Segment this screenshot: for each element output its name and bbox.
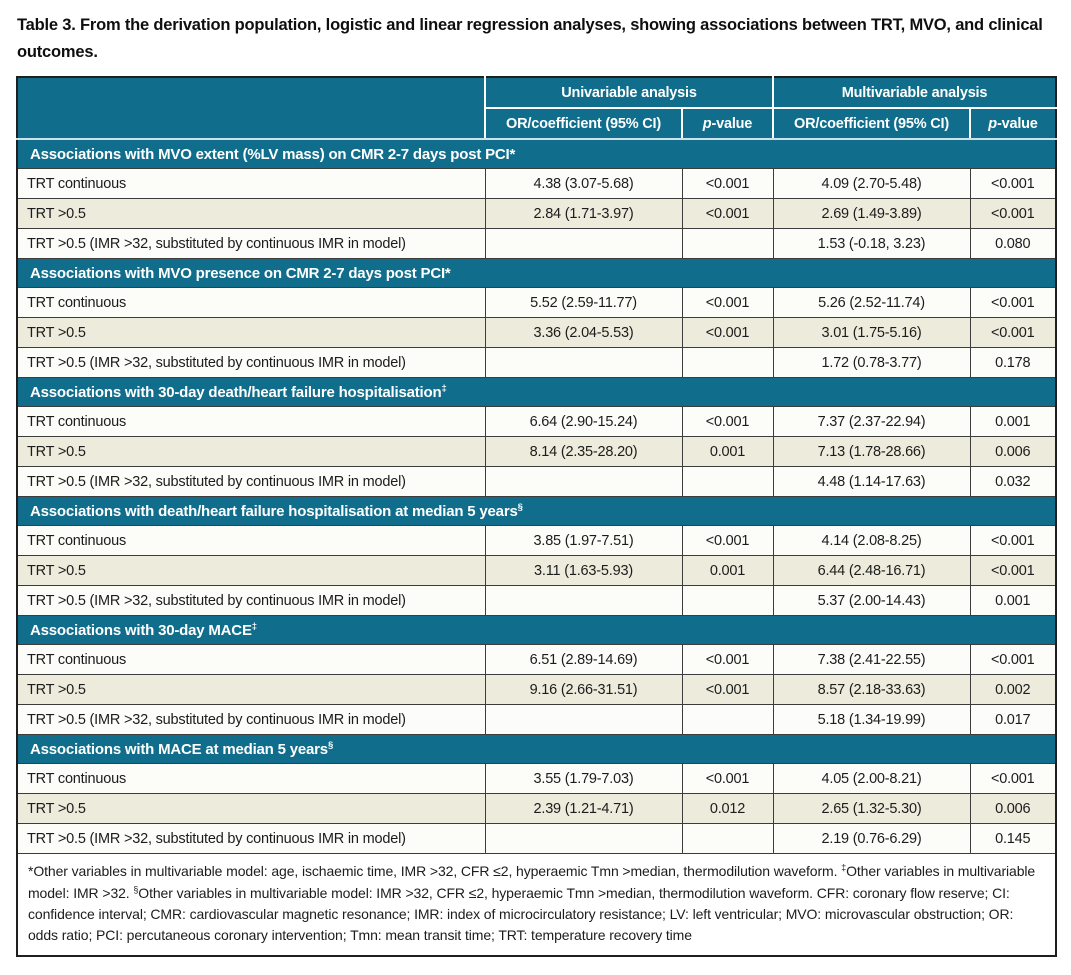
section-header-superscript: ‡ — [251, 620, 257, 632]
table-row — [17, 199, 1056, 229]
value-cell: <0.001 — [970, 199, 1056, 229]
section-header-label: Associations with death/heart failure hospitalisation at median 5 years — [30, 502, 518, 520]
section-header-row — [17, 259, 1056, 288]
value-cell: 0.002 — [970, 675, 1056, 705]
footnote — [17, 854, 1056, 956]
table-row — [17, 675, 1056, 705]
table-row — [17, 407, 1056, 437]
value-cell: 4.05 (2.00-8.21) — [773, 764, 970, 794]
value-cell: <0.001 — [682, 764, 773, 794]
value-cell: 4.38 (3.07-5.68) — [485, 169, 682, 199]
value-cell — [682, 705, 773, 735]
value-cell — [485, 824, 682, 854]
value-cell: <0.001 — [682, 675, 773, 705]
value-cell: 0.006 — [970, 794, 1056, 824]
table-row — [17, 764, 1056, 794]
value-cell: <0.001 — [970, 764, 1056, 794]
section-header-row — [17, 139, 1056, 169]
value-cell — [485, 348, 682, 378]
value-cell: 5.37 (2.00-14.43) — [773, 586, 970, 616]
table-row — [17, 229, 1056, 259]
table-row — [17, 318, 1056, 348]
value-cell — [682, 348, 773, 378]
section-header-row — [17, 616, 1056, 645]
value-cell: 0.032 — [970, 467, 1056, 497]
value-cell: 0.001 — [970, 407, 1056, 437]
value-cell — [682, 824, 773, 854]
section-header-label: Associations with 30-day death/heart failure hospitalisation — [30, 383, 442, 401]
row-label: TRT >0.5 (IMR >32, substituted by continuous IMR in model) — [17, 705, 485, 735]
section-header-row — [17, 497, 1056, 526]
col-header-pvalue-univariable — [682, 108, 773, 139]
footnote-text: Other variables in multivariable model: IMR >32. — [28, 863, 1036, 901]
value-cell: 1.72 (0.78-3.77) — [773, 348, 970, 378]
value-cell: 2.65 (1.32-5.30) — [773, 794, 970, 824]
value-cell: <0.001 — [682, 288, 773, 318]
group-header-row — [17, 77, 1056, 108]
value-cell: 2.84 (1.71-3.97) — [485, 199, 682, 229]
value-cell: 0.080 — [970, 229, 1056, 259]
value-cell: 0.178 — [970, 348, 1056, 378]
p-italic: p — [702, 115, 712, 132]
value-cell: 8.57 (2.18-33.63) — [773, 675, 970, 705]
value-cell: 3.36 (2.04-5.53) — [485, 318, 682, 348]
value-cell: <0.001 — [682, 645, 773, 675]
value-cell: 4.48 (1.14-17.63) — [773, 467, 970, 497]
table-row — [17, 705, 1056, 735]
value-cell: 5.18 (1.34-19.99) — [773, 705, 970, 735]
value-cell — [682, 586, 773, 616]
table-row — [17, 794, 1056, 824]
p-rest: -value — [711, 115, 753, 132]
value-cell — [485, 705, 682, 735]
value-cell: 6.64 (2.90-15.24) — [485, 407, 682, 437]
table-row — [17, 586, 1056, 616]
section-header-label: Associations with MVO presence on CMR 2-7 days post PCI* — [30, 264, 451, 282]
row-label: TRT >0.5 — [17, 556, 485, 586]
value-cell: 3.85 (1.97-7.51) — [485, 526, 682, 556]
footnote-text: Other variables in multivariable model: IMR >32, CFR ≤2, hyperaemic Tmn >median, thermodilution waveform. CFR: coronary flow reserve; CI: confidence interval; CMR: cardiovascular magnetic resonance; IMR: index of microcirculatory resistance; LV: left ventricular; MVO: microvascular obstruction; OR: odds ratio; PCI: percutaneous coronary intervention; Tmn: mean transit time; TRT: temperature recovery time — [28, 884, 1014, 944]
value-cell: 0.017 — [970, 705, 1056, 735]
value-cell: 2.19 (0.76-6.29) — [773, 824, 970, 854]
row-label: TRT continuous — [17, 764, 485, 794]
section-header-label: Associations with MVO extent (%LV mass) on CMR 2-7 days post PCI* — [30, 145, 516, 163]
value-cell: 0.006 — [970, 437, 1056, 467]
table-row — [17, 556, 1056, 586]
row-label: TRT >0.5 (IMR >32, substituted by continuous IMR in model) — [17, 348, 485, 378]
value-cell: <0.001 — [682, 407, 773, 437]
value-cell — [485, 467, 682, 497]
value-cell: 4.14 (2.08-8.25) — [773, 526, 970, 556]
value-cell: 6.51 (2.89-14.69) — [485, 645, 682, 675]
value-cell: 0.001 — [682, 437, 773, 467]
value-cell: 2.39 (1.21-4.71) — [485, 794, 682, 824]
value-cell: <0.001 — [682, 526, 773, 556]
row-label: TRT >0.5 — [17, 199, 485, 229]
row-label: TRT >0.5 — [17, 675, 485, 705]
row-label: TRT continuous — [17, 407, 485, 437]
section-header — [17, 259, 1056, 288]
value-cell: 3.01 (1.75-5.16) — [773, 318, 970, 348]
regression-table — [16, 76, 1057, 956]
row-label: TRT continuous — [17, 169, 485, 199]
value-cell: 0.012 — [682, 794, 773, 824]
p-italic: p — [988, 115, 997, 132]
footnote-superscript: ‡ — [841, 862, 847, 873]
section-header — [17, 139, 1056, 169]
value-cell: <0.001 — [970, 645, 1056, 675]
col-header-pvalue-multivariable — [970, 108, 1056, 139]
table-title: Table 3. From the derivation population, logistic and linear regression analyses, showing associations between TRT, MVO, and clinical outcomes. — [17, 16, 1043, 62]
value-cell: 0.001 — [682, 556, 773, 586]
section-header-superscript: § — [517, 501, 523, 513]
table-row — [17, 288, 1056, 318]
row-label: TRT >0.5 — [17, 318, 485, 348]
row-label: TRT >0.5 (IMR >32, substituted by continuous IMR in model) — [17, 586, 485, 616]
row-label: TRT >0.5 (IMR >32, substituted by continuous IMR in model) — [17, 467, 485, 497]
value-cell: 3.55 (1.79-7.03) — [485, 764, 682, 794]
value-cell: 7.38 (2.41-22.55) — [773, 645, 970, 675]
value-cell: <0.001 — [970, 318, 1056, 348]
section-header — [17, 378, 1056, 407]
value-cell — [682, 229, 773, 259]
table-row — [17, 437, 1056, 467]
footnote-superscript: § — [133, 884, 139, 895]
row-label: TRT continuous — [17, 288, 485, 318]
table-foot — [17, 854, 1056, 956]
group-header-multivariable: Multivariable analysis — [773, 77, 1056, 108]
group-header-univariable: Univariable analysis — [485, 77, 773, 108]
table-row — [17, 348, 1056, 378]
section-header-label: Associations with 30-day MACE — [30, 621, 252, 639]
value-cell: <0.001 — [970, 288, 1056, 318]
value-cell: 7.37 (2.37-22.94) — [773, 407, 970, 437]
value-cell: 5.52 (2.59-11.77) — [485, 288, 682, 318]
value-cell: 2.69 (1.49-3.89) — [773, 199, 970, 229]
section-header — [17, 497, 1056, 526]
value-cell — [682, 467, 773, 497]
table-head — [17, 77, 1056, 139]
value-cell: 5.26 (2.52-11.74) — [773, 288, 970, 318]
value-cell: <0.001 — [682, 169, 773, 199]
value-cell: 9.16 (2.66-31.51) — [485, 675, 682, 705]
table-row — [17, 526, 1056, 556]
footnote-text: *Other variables in multivariable model: age, ischaemic time, IMR >32, CFR ≤2, hyperaemic Tmn >median, thermodilution waveform. — [28, 863, 842, 880]
value-cell: <0.001 — [970, 556, 1056, 586]
col-header-label: OR/coefficient (95% CI) — [506, 115, 661, 132]
value-cell: 3.11 (1.63-5.93) — [485, 556, 682, 586]
section-header — [17, 616, 1056, 645]
value-cell — [485, 229, 682, 259]
corner-cell — [17, 77, 485, 139]
table-body — [17, 139, 1056, 854]
table-row — [17, 824, 1056, 854]
value-cell: 0.001 — [970, 586, 1056, 616]
value-cell: 1.53 (-0.18, 3.23) — [773, 229, 970, 259]
col-header-or-univariable — [485, 108, 682, 139]
table-row — [17, 645, 1056, 675]
section-header — [17, 735, 1056, 764]
value-cell: 0.145 — [970, 824, 1056, 854]
row-label: TRT >0.5 (IMR >32, substituted by continuous IMR in model) — [17, 824, 485, 854]
value-cell: <0.001 — [682, 318, 773, 348]
col-header-label: OR/coefficient (95% CI) — [794, 115, 949, 132]
value-cell: <0.001 — [682, 199, 773, 229]
value-cell: <0.001 — [970, 526, 1056, 556]
row-label: TRT >0.5 — [17, 437, 485, 467]
section-header-superscript: ‡ — [441, 382, 447, 394]
row-label: TRT >0.5 (IMR >32, substituted by continuous IMR in model) — [17, 229, 485, 259]
row-label: TRT >0.5 — [17, 794, 485, 824]
row-label: TRT continuous — [17, 645, 485, 675]
section-header-row — [17, 378, 1056, 407]
value-cell: 4.09 (2.70-5.48) — [773, 169, 970, 199]
value-cell: 8.14 (2.35-28.20) — [485, 437, 682, 467]
row-label: TRT continuous — [17, 526, 485, 556]
col-header-or-multivariable — [773, 108, 970, 139]
section-header-superscript: § — [327, 739, 334, 751]
section-header-row — [17, 735, 1056, 764]
table-row — [17, 467, 1056, 497]
value-cell: <0.001 — [970, 169, 1056, 199]
section-header-label: Associations with MACE at median 5 years — [30, 740, 328, 758]
p-rest: -value — [996, 115, 1038, 132]
value-cell: 6.44 (2.48-16.71) — [773, 556, 970, 586]
footnote-row — [17, 854, 1056, 956]
value-cell: 7.13 (1.78-28.66) — [773, 437, 970, 467]
table-row — [17, 169, 1056, 199]
value-cell — [485, 586, 682, 616]
